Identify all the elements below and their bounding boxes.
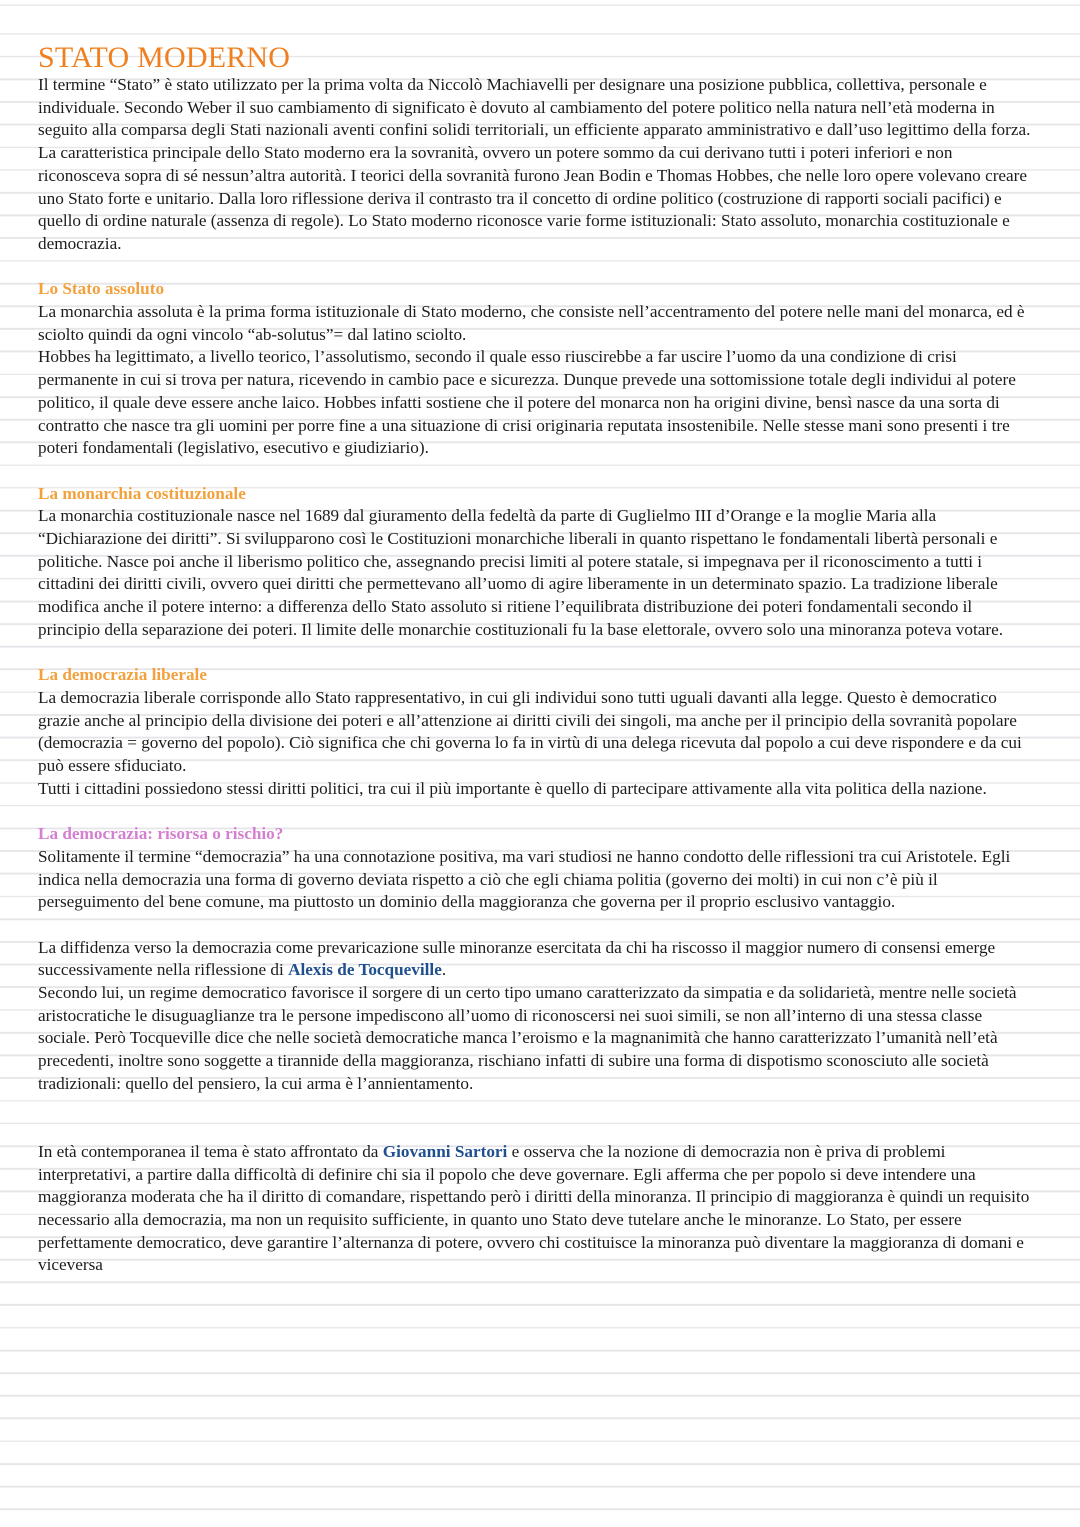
tocqueville-text-after: .	[441, 960, 447, 980]
spacer	[38, 460, 1038, 483]
spacer	[38, 800, 1038, 823]
assoluto-paragraph-1: La monarchia assoluta è la prima forma istituzionale di Stato moderno, che consiste nell’accentramento del potere nelle mani del monarca, ed è sciolto quindi da ogni vincolo “ab-solutus”= dal latino sciolto.	[38, 302, 1025, 344]
spacer	[38, 256, 1038, 279]
spacer	[38, 642, 1038, 665]
rischio-paragraph-1: Solitamente il termine “democrazia” ha una connotazione positiva, ma vari studiosi ne hanno condotto delle riflessioni tra cui Aristotele. Egli indica nella democrazia una forma di governo deviata rispetto a ciò che egli chiama politia (governo dei molti) in cui non c’è più il perseguimento del bene comune, ma piuttosto un dominio della maggioranza che governa per il proprio esclusivo vantaggio.	[38, 846, 1011, 912]
tocqueville-text-before: La diffidenza verso la democrazia come prevaricazione sulle minoranze esercitata da chi ha riscosso il maggior numero di consensi emerge successivamente nella riflessione di	[38, 937, 996, 980]
page-title: STATO MODERNO	[38, 41, 291, 74]
sartori-text-after: e osserva che la nozione di democrazia non è priva di problemi interpretativi, a partire dalla difficoltà di definire chi sia il popolo che deve governare. Egli afferma che per popolo si deve intendere una maggioranza moderata che ha il diritto di comandare, rispettando però i diritti della minoranza. Il principio di maggioranza è quindi un requisito necessario alla democrazia, ma non un requisito sufficiente, in quanto uno Stato deve tutelare anche le minoranze. Lo Stato, per essere perfettamente democratico, deve garantire l’alternanza di potere, ovvero chi costituisce la minoranza può diventare la maggioranza di domani e viceversa	[38, 1141, 1030, 1275]
spacer	[38, 914, 1038, 937]
spacer	[38, 1096, 1038, 1141]
tocqueville-paragraph	[38, 937, 1038, 982]
heading-monarchia-costituzionale: La monarchia costituzionale	[38, 483, 246, 503]
heading-democrazia-liberale: La democrazia liberale	[38, 665, 207, 685]
heading-democrazia-rischio: La democrazia: risorsa o rischio?	[38, 824, 284, 844]
heading-stato-assoluto: Lo Stato assoluto	[38, 279, 165, 299]
liberale-paragraph-2: Tutti i cittadini possiedono stessi diritti politici, tra cui il più importante è quello di partecipare attivamente alla vita politica della nazione.	[38, 778, 987, 798]
sartori-paragraph	[38, 1141, 1038, 1277]
intro-paragraph: Il termine “Stato” è stato utilizzato per la prima volta da Niccolò Machiavelli per designare una posizione pubblica, collettiva, personale e individuale. Secondo Weber il suo cambiamento di significato è dovuto al cambiamento del potere politico nella natura nell’età moderna in seguito alla comparsa degli Stati nazionali aventi confini solidi territoriali, un efficiente apparato amministrativo e dall’uso legittimo della forza. La caratteristica principale dello Stato moderno era la sovranità, ovvero un potere sommo da cui derivano tutti i poteri inferiori e non riconosceva sopra di sé nessun’altra autorità. I teorici della sovranità furono Jean Bodin e Thomas Hobbes, che nelle loro opere volevano creare uno Stato forte e unitario. Dalla loro riflessione deriva il contrasto tra il concetto di ordine politico (costruzione di rapporti sociali pacifici) e quello di ordine naturale (assenza di regole). Lo Stato moderno riconosce varie forme istituzionali: Stato assoluto, monarchia costituzionale e democrazia.	[38, 75, 1031, 253]
tocqueville-name: Alexis de Tocqueville	[288, 960, 442, 980]
assoluto-paragraph-2: Hobbes ha legittimato, a livello teorico, l’assolutismo, secondo il quale esso riuscirebbe a far uscire l’uomo da una condizione di crisi permanente in cui si trova per natura, ricevendo in cambio pace e sicurezza. Dunque prevede una sottomissione totale degli individui al potere politico, il quale deve essere anche laico. Hobbes infatti sostiene che il potere del monarca non ha origini divine, bensì nasce da una sorta di contratto che nasce tra gli uomini per porre fine a una situazione di crisi originaria reputata insostenibile. Nelle stesse mani sono presenti i tre poteri fondamentali (legislativo, esecutivo e giudiziario).	[38, 347, 1016, 458]
sartori-name: Giovanni Sartori	[382, 1141, 508, 1161]
sartori-text-before: In età contemporanea il tema è stato affrontato da	[38, 1141, 383, 1161]
liberale-paragraph-1: La democrazia liberale corrisponde allo Stato rappresentativo, in cui gli individui sono tutti uguali davanti alla legge. Questo è democratico grazie anche al principio della divisione dei poteri e all’attenzione ai diritti civili dei singoli, ma anche per il principio della sovranità popolare (democrazia = governo del popolo). Ciò significa che chi governa lo fa in virtù di una delega ricevuta dal popolo a cui deve rispondere e da cui può essere sfiduciato.	[38, 687, 1022, 776]
costituzionale-paragraph: La monarchia costituzionale nasce nel 1689 dal giuramento della fedeltà da parte di Guglielmo III d’Orange e la moglie Maria alla “Dichiarazione dei diritti”. Si svilupparono così le Costituzioni monarchiche liberali in quanto rispettano le fondamentali libertà personali e politiche. Nasce poi anche il liberismo politico che, assegnando precisi limiti al potere statale, si impegnava per il riconoscimento a tutti i cittadini dei diritti civili, ovvero quei diritti che permettevano all’uomo di agire liberamente in un determinato spazio. La tradizione liberale modifica anche il potere interno: a differenza dello Stato assoluto si ritiene l’equilibrata distribuzione dei poteri fondamentali secondo il principio della separazione dei poteri. Il limite delle monarchie costituzionali fu la base elettorale, ovvero solo una minoranza poteva votare.	[38, 506, 1004, 639]
rischio-paragraph-3: Secondo lui, un regime democratico favorisce il sorgere di un certo tipo umano caratterizzato da simpatia e da solidarietà, mentre nelle società aristocratiche le disuguaglianze tra le persone impediscono all’uomo di riconoscersi nei suoi simili, se non all’interno di una stessa classe sociale. Però Tocqueville dice che nelle società democratiche manca l’eroismo e la magnanimità che hanno caratterizzato l’umanità nell’età precedenti, inoltre sono soggette a tirannide della maggioranza, rischiano infatti di subire una forma di dispotismo sconosciuto alle società tradizionali: quello del pensiero, la cui arma è l’annientamento.	[38, 983, 1017, 1093]
